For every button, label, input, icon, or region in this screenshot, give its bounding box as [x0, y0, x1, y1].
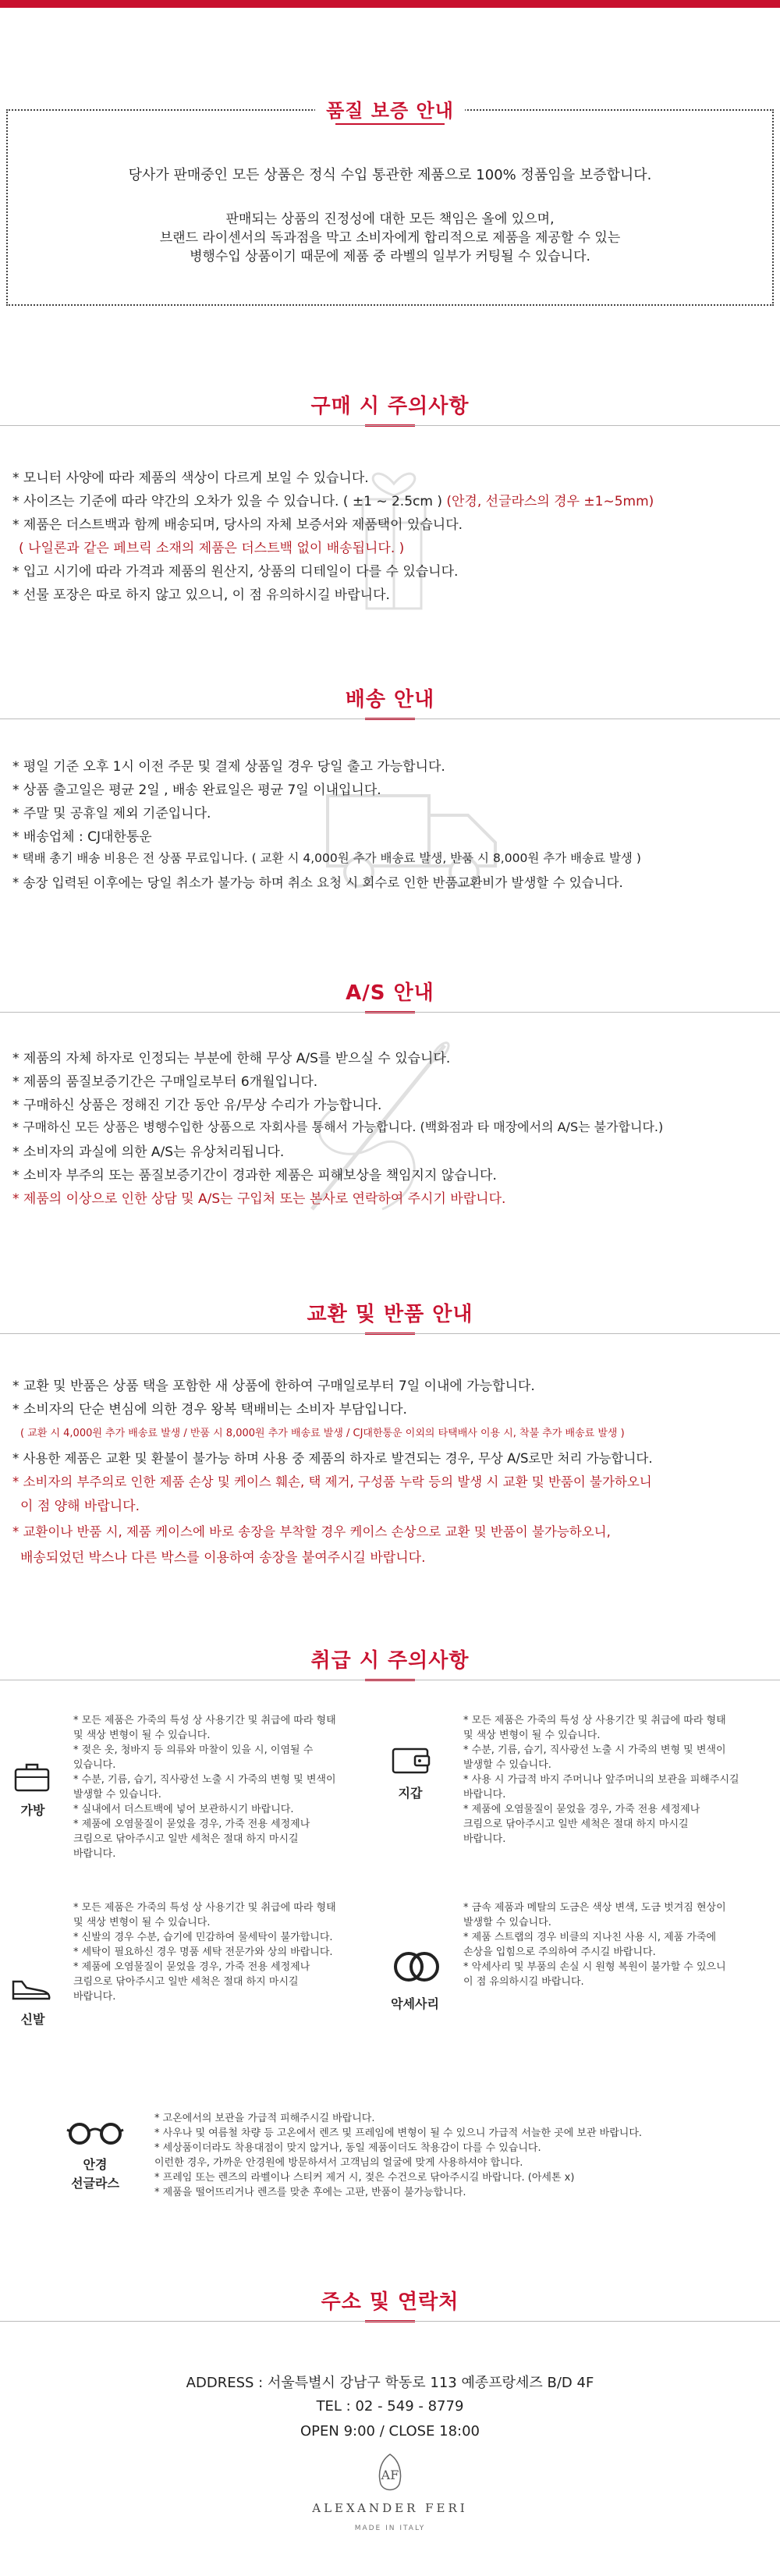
- as-line-3: * 구매하신 상품은 정해진 기간 동안 유/무상 수리가 가능합니다.: [12, 1098, 382, 1113]
- as-title: A/S 안내: [346, 981, 434, 1005]
- as-line-1: * 제품의 자체 하자로 인정되는 부분에 한해 무상 A/S를 받으실 수 있습니다.: [12, 1051, 451, 1066]
- care-glasses-text: * 고온에서의 보관을 가급적 피해주시길 바랍니다. * 사우나 및 여름철 차량 등 고온에서 렌즈 및 프레임에 변형이 될 수 있으니 가급적 서늘한 곳에 보관 바랍니다. * 세상품이더라도 착용대점이 맞지 않거나, 동일 제품이더도 착용감이 다를 수 있습니다. 이런한 경우, 가까운 안경원에 방문하셔서 고객님의 얼굴에 맞게 사용하셔야 합니다. * 프레임 또는 렌즈의 라벨이나 스티커 제거 시, 젖은 수건으로 닦아주시길 바랍니다. (아세톤 x) * 제품을 떨어뜨리거나 렌즈를 맞춘 후에는 고판, 반품이 불가능합니다.: [154, 2113, 643, 2198]
- warranty-line-1: 당사가 판매중인 모든 상품은 정식 수입 통관한 제품으로 100% 정품임을 보증합니다.: [128, 167, 652, 183]
- care-bag-label: 가방: [20, 1803, 45, 1818]
- warranty-line-4: 병행수입 상품이기 때문에 제품 중 라벨의 일부가 커팅될 수 있습니다.: [190, 249, 590, 264]
- contact-tel: TEL : 02 - 549 - 8779: [316, 2398, 464, 2415]
- purchase-line-2: * 사이즈는 기준에 따라 약간의 오차가 있을 수 있습니다. ( ±1 ~ 2.5cm ) (안경, 선글라스의 경우 ±1~5mm): [12, 494, 654, 509]
- exchange-title: 교환 및 반품 안내: [307, 1303, 473, 1326]
- briefcase-icon: [14, 1762, 50, 1793]
- care-wallet-label: 지갑: [398, 1786, 423, 1801]
- as-line-7: * 제품의 이상으로 인한 상담 및 A/S는 구입처 또는 본사로 연락하여 주시기 바랍니다.: [12, 1191, 506, 1207]
- shipping-line-6: * 송장 입력된 이후에는 당일 취소가 불가능 하며 취소 요청 시 회수로 인한 반품교환비가 발생할 수 있습니다.: [12, 875, 623, 890]
- care-accessory-text: * 금속 제품과 메탈의 도금은 색상 변색, 도금 벗겨짐 현상이 발생할 수 있습니다. * 제품 스트랩의 경우 비클의 지나친 사용 시, 제품 가죽에 손상을 입힘으로 주의하여 주시길 바랍니다. * 악세사리 및 부품의 손실 시 원형 복원이 불가할 수 있으니 이 점 유의하시길 바랍니다.: [463, 1902, 726, 1988]
- shipping-line-5: * 택배 총기 배송 비용은 전 상품 무료입니다. ( 교환 시 4,000원 추가 배송료 발생, 반품 시 8,000원 추가 배송료 발생 ): [12, 851, 641, 865]
- warranty-line-2: 판매되는 상품의 진정성에 대한 모든 책임은 올에 있으며,: [225, 211, 555, 227]
- exchange-line-6: 이 점 양해 바랍니다.: [20, 1499, 140, 1514]
- as-line-5: * 소비자의 과실에 의한 A/S는 유상처리됩니다.: [12, 1144, 285, 1160]
- exchange-line-4: * 사용한 제품은 교환 및 환불이 불가능 하며 사용 중 제품의 하자로 발견되는 경우, 무상 A/S로만 처리 가능합니다.: [12, 1451, 653, 1466]
- care-glasses-label-1: 안경: [83, 2157, 108, 2172]
- as-line-6: * 소비자 부주의 또는 품질보증기간이 경과한 제품은 피해보상을 책임지지 않습니다.: [12, 1168, 497, 1183]
- purchase-title: 구매 시 주의사항: [310, 395, 470, 418]
- exchange-line-7: * 교환이나 반품 시, 제품 케이스에 바로 송장을 부착할 경우 케이스 손상으로 교환 및 반품이 불가능하오니,: [12, 1524, 611, 1539]
- care-wallet-text: * 모든 제품은 가죽의 특성 상 사용기간 및 취급에 따라 형태 및 색상 변형이 될 수 있습니다. * 수분, 기름, 습기, 직사광선 노출 시 가죽의 변형 및 변색이 발생할 수 있습니다. * 사용 시 가급적 바지 주머니나 앞주머니의 보관을 피해주시길 바랍니다. * 제품에 오염물질이 묻었을 경우, 가죽 전용 세정제나 크림으로 닦아주시고 일반 세척은 절대 하지 마시길 바랍니다.: [463, 1715, 739, 1845]
- as-line-4: * 구매하신 모든 상품은 병행수입한 상품으로 자회사를 통해서 가능합니다. (백화점과 타 매장에서의 A/S는 불가합니다.): [12, 1119, 664, 1134]
- shipping-line-4: * 배송업체 : CJ대한통운: [12, 829, 152, 845]
- exchange-line-3: ( 교환 시 4,000원 추가 배송료 발생 / 반품 시 8,000원 추가 배송료 발생 / CJ대한통운 이외의 타택배사 이용 시, 착불 추가 배송료 발생 ): [20, 1428, 625, 1439]
- exchange-line-1: * 교환 및 반품은 상품 택을 포함한 새 상품에 한하여 구매일로부터 7일 이내에 가능합니다.: [12, 1378, 535, 1394]
- care-title: 취급 시 주의사항: [310, 1649, 470, 1673]
- contact-rule: [0, 2321, 780, 2322]
- care-accessory-label: 악세사리: [391, 1996, 439, 2011]
- purchase-rule: [0, 425, 780, 426]
- shoe-icon: [11, 1975, 51, 2002]
- shipping-line-3: * 주말 및 공휴일 제외 기준입니다.: [12, 806, 211, 821]
- wallet-icon: [392, 1744, 431, 1776]
- exchange-rule: [0, 1333, 780, 1334]
- as-line-2: * 제품의 품질보증기간은 구매일로부터 6개월입니다.: [12, 1074, 318, 1090]
- brand-name: ALEXANDER FERI: [312, 2501, 468, 2515]
- contact-address: ADDRESS : 서울특별시 강남구 학동로 113 예종프랑세즈 B/D 4F: [186, 2375, 594, 2391]
- shipping-line-2: * 상품 출고일은 평균 2일 , 배송 완료일은 평균 7일 이내입니다.: [12, 782, 381, 798]
- exchange-line-8: 배송되었던 박스나 다른 박스를 이용하여 송장을 붙여주시길 바랍니다.: [20, 1550, 426, 1566]
- care-glasses-label-2: 선글라스: [71, 2176, 119, 2191]
- exchange-line-5: * 소비자의 부주의로 인한 제품 손상 및 케이스 훼손, 택 제거, 구성품 누락 등의 발생 시 교환 및 반품이 불가하오니: [12, 1474, 652, 1489]
- shipping-title: 배송 안내: [345, 688, 435, 711]
- purchase-line-1: * 모니터 사양에 따라 제품의 색상이 다르게 보일 수 있습니다.: [12, 470, 369, 486]
- warranty-title: 품질 보증 안내: [0, 95, 780, 122]
- brand-monogram: [373, 2453, 407, 2495]
- purchase-line-5: * 입고 시기에 따라 가격과 제품의 원산지, 상품의 디테일이 다를 수 있습니다.: [12, 564, 459, 580]
- care-bag-text: * 모든 제품은 가죽의 특성 상 사용기간 및 취급에 따라 형태 및 색상 변형이 될 수 있습니다. * 젖은 옷, 청바지 등 의류와 마찰이 있을 시, 이염될 수 있습니다. * 수분, 기름, 습기, 직사광선 노출 시 가죽의 변형 및 변색이 발생할 수 있습니다. * 실내에서 더스트백에 넣어 보관하시기 바랍니다. * 제품에 오염물질이 묻었을 경우, 가죽 전용 세정제나 크림으로 닦아주시고 일반 세척은 절대 하지 마시길 바랍니다.: [73, 1715, 336, 1860]
- purchase-line-4: ( 나일론과 같은 페브릭 소재의 제품은 더스트백 없이 배송됩니다. ): [19, 541, 405, 556]
- brand-tagline: MADE IN ITALY: [354, 2525, 426, 2532]
- brand-logo: [0, 2453, 780, 2498]
- purchase-line-3: * 제품은 더스트백과 함께 배송되며, 당사의 자체 보증서와 제품택이 있습니다.: [12, 517, 463, 533]
- top-accent-bar: [0, 0, 780, 8]
- svg-text:AF: AF: [381, 2468, 399, 2482]
- warranty-line-3: 브랜드 라이센서의 독과점을 막고 소비자에게 합리적으로 제품을 제공할 수 있는: [159, 230, 621, 246]
- rings-icon: [392, 1949, 441, 1985]
- purchase-line-6: * 선물 포장은 따로 하지 않고 있으니, 이 점 유의하시길 바랍니다.: [12, 587, 390, 603]
- shipping-line-1: * 평일 기준 오후 1시 이전 주문 및 결제 상품일 경우 당일 출고 가능합니다.: [12, 759, 445, 775]
- exchange-line-2: * 소비자의 단순 변심에 의한 경우 왕복 택배비는 소비자 부담입니다.: [12, 1402, 407, 1418]
- contact-hours: OPEN 9:00 / CLOSE 18:00: [300, 2423, 480, 2439]
- as-rule: [0, 1012, 780, 1013]
- contact-title: 주소 및 연락처: [321, 2290, 459, 2314]
- care-shoes-text: * 모든 제품은 가죽의 특성 상 사용기간 및 취급에 따라 형태 및 색상 변형이 될 수 있습니다. * 신발의 경우 수분, 습기에 민감하여 물세탁이 불가합니다. * 세탁이 필요하신 경우 명품 세탁 전문가와 상의 바랍니다. * 제품에 오염물질이 묻었을 경우, 가죽 전용 세정제나 크림으로 닦아주시고 일반 세척은 절대 하지 마시길 바랍니다.: [73, 1902, 336, 2003]
- care-shoes-label: 신발: [20, 2012, 45, 2027]
- warranty-title-underline: [335, 123, 445, 125]
- glasses-icon: [66, 2122, 125, 2145]
